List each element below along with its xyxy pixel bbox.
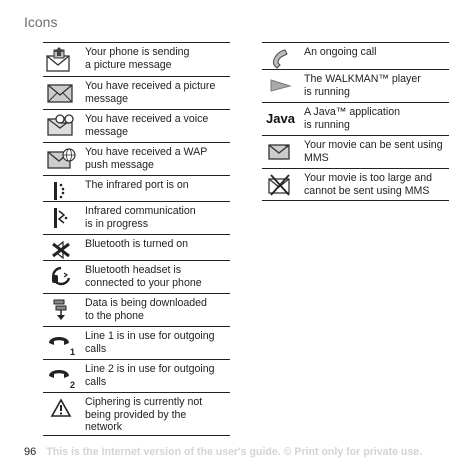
row-description: Line 2 is in use for outgoing calls <box>85 363 215 388</box>
table-row <box>43 175 230 201</box>
row-description: Line 1 is in use for outgoing calls <box>85 330 215 355</box>
voice-message-icon <box>43 113 79 138</box>
row-description: Data is being downloaded to the phone <box>85 297 207 322</box>
row-description: You have received a voice message <box>85 113 209 138</box>
svg-text:Java: Java <box>266 111 295 126</box>
svg-text:2: 2 <box>70 380 76 390</box>
infrared-on-icon <box>43 179 79 202</box>
table-row <box>43 142 230 175</box>
icons-table-right <box>262 42 449 201</box>
table-row <box>43 76 230 109</box>
ongoing-call-icon <box>262 46 298 69</box>
table-row <box>43 326 230 359</box>
row-description: Your movie can be sent using MMS <box>304 139 443 164</box>
row-description: An ongoing call <box>304 46 377 58</box>
page-heading: Icons <box>24 14 58 30</box>
table-row <box>262 102 449 135</box>
mms-too-large-icon <box>262 172 298 197</box>
row-description: Ciphering is currently not being provided by the network <box>85 396 203 433</box>
row-description: You have received a WAP push message <box>85 146 208 171</box>
row-description: Bluetooth headset is connected to your phone <box>85 264 202 289</box>
line-1-icon <box>43 330 79 357</box>
table-row <box>43 201 230 234</box>
bluetooth-headset-icon <box>43 264 79 289</box>
bluetooth-icon <box>43 238 79 261</box>
footer-note: This is the Internet version of the user's guide. © Print only for private use. <box>46 446 423 458</box>
table-row <box>262 135 449 168</box>
table-row <box>43 392 230 436</box>
row-description: The WALKMAN™ player is running <box>304 73 421 98</box>
table-row <box>262 69 449 102</box>
warning-icon <box>43 396 79 419</box>
picture-message-sending-icon <box>43 46 79 73</box>
table-row <box>43 293 230 326</box>
page-footer <box>24 446 422 458</box>
table-row <box>262 42 449 69</box>
mms-ok-icon <box>262 139 298 162</box>
picture-message-received-icon <box>43 80 79 105</box>
row-description: The infrared port is on <box>85 179 189 191</box>
row-description: Your phone is sending a picture message <box>85 46 190 71</box>
table-row <box>43 234 230 260</box>
download-icon <box>43 297 79 322</box>
row-description: A Java™ application is running <box>304 106 400 131</box>
table-row <box>43 109 230 142</box>
java-icon <box>262 106 298 129</box>
page-number: 96 <box>24 446 37 458</box>
line-2-icon <box>43 363 79 390</box>
table-row <box>262 168 449 201</box>
table-row <box>43 359 230 392</box>
row-description: Your movie is too large and cannot be sent using MMS <box>304 172 432 197</box>
infrared-active-icon <box>43 205 79 230</box>
table-row <box>43 260 230 293</box>
svg-text:1: 1 <box>70 347 76 357</box>
row-description: Bluetooth is turned on <box>85 238 189 250</box>
table-row <box>43 42 230 76</box>
row-description: You have received a picture message <box>85 80 216 105</box>
walkman-play-icon <box>262 73 298 96</box>
icons-table-left <box>43 42 230 436</box>
row-description: Infrared communication is in progress <box>85 205 196 230</box>
wap-push-message-icon <box>43 146 79 171</box>
